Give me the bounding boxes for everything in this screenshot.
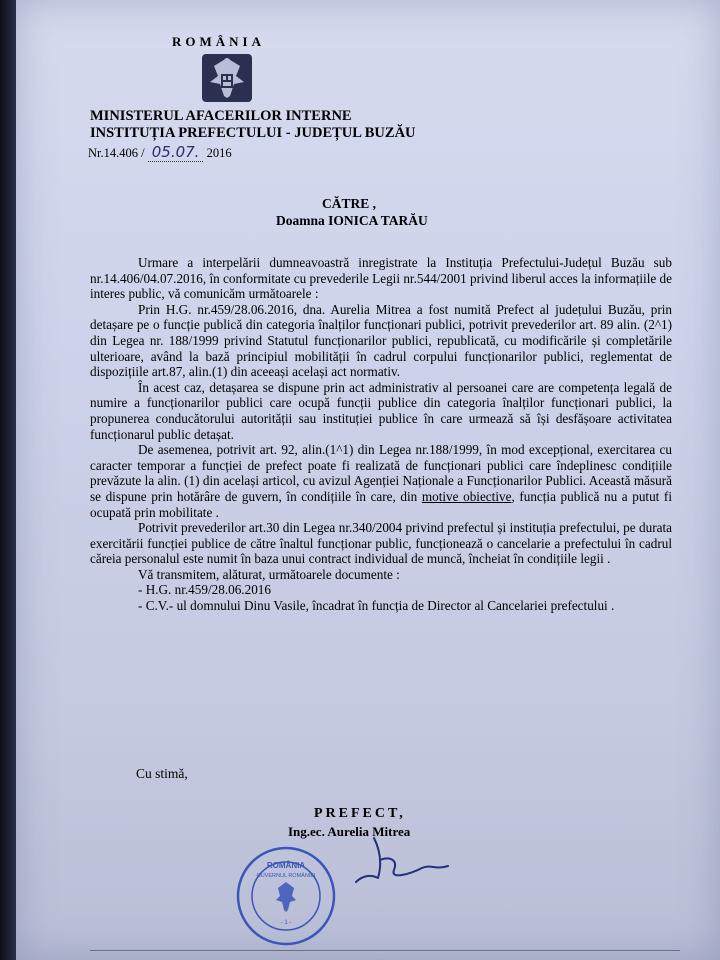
signatory-name: Ing.ec. Aurelia Mitrea [288,824,411,839]
attachment-item-2: - C.V.- ul domnului Dinu Vasile, încadrat în funcția de Director al Cancelariei prefectului . [138,598,615,614]
recipient-name: Doamna IONICA TARĂU [276,213,428,228]
official-stamp [234,844,338,948]
paragraph-1: Urmare a interpelării dumneavoastră inregistrate la Instituția Prefectului-Județul Buzău sub nr.14.406/04.07.2016, în conformitate cu prevederile Legii nr.544/2001 privind liberul acces la informațiile de interes public, vă comunicăm următoarele : [90,255,672,302]
paragraph-5: Potrivit prevederilor art.30 din Legea nr.340/2004 privind prefectul și instituția prefectului, pe durata exercitării funcției publice de către înaltul funcționar public, funcționează o cancelarie a prefectului în cadrul căreia personalul este numit în baza unui contract individual de muncă, încheiat în condițiile legii . [90,520,672,567]
paragraph-3: În acest caz, detașarea se dispune prin act administrativ al persoanei care are competența legală de numire a funcționarilor publici care ocupă funcții publice din categoria înalților funcționari publici, la propunerea conducătorului autorității sau instituției publice în care urmează să își desfășoare activitatea funcționarul public detașat. [90,379,672,442]
closing-salutation: Cu stimă, [136,766,188,781]
handwritten-signature [350,830,460,890]
coat-of-arms-icon [196,52,258,104]
header-country: ROMÂNIA [172,34,265,49]
paragraph-2: Prin H.G. nr.459/28.06.2016, dna. Aurelia Mitrea a fost numită Prefect al județului Buzău, prin detașare pe o funcție publică din categoria înalților funcționari publici, potrivit prevederilor art. 89 alin. (2^1) din Legea nr. 188/1999 privind Statutul funcționarilor publici, republicată, cu modificările și completările ulterioare, având la bază principiul mobilității în cadrul corpului funcționarilor publici, reglementat de dispozițiile art.87, alin.(1) din aceeași același act normativ. [90,301,672,380]
registration-number [88,143,232,161]
ministry-header [90,108,416,142]
paragraph-4-underlined: motive obiective [421,488,512,504]
paragraph-4-start: De asemenea, potrivit art. 92, alin.(1^1) din Legea nr.188/1999, în mod excepțional, exercitarea cu caracter temporar a funcției de prefect poate fi realizată de funcționari publici care îndeplinesc condițiile prevăzute la alin. (1) din același articol, cu avizul Agenției Naționale a Funcționarilor Publici. Această măsură se dispune prin hotărâre de guvern, în condițiile în care, din [90,442,672,504]
footer-divider [90,950,680,951]
stamp-top-text: ROMÂNIA [266,861,306,870]
reg-prefix: Nr.14.406 / [88,146,145,160]
paragraph-6: Vă transmitem, alăturat, următoarele documente : [138,566,400,582]
recipient-label: CĂTRE , [322,196,377,211]
institution-name: INSTITUȚIA PREFECTULUI - JUDEȚUL BUZĂU [90,125,416,141]
stamp-number: - 1 - [280,920,292,926]
paragraph-4 [90,442,672,520]
photo-background-edge [0,0,16,960]
reg-handwritten-date: 05.07. [148,143,204,162]
paragraph-4-end: , funcția publică nu a putut fi ocupată prin mobilitate . [90,488,672,520]
stamp-sub-text: GUVERNUL ROMÂNIEI [256,873,316,879]
attachment-item-1: - H.G. nr.459/28.06.2016 [138,582,271,598]
ministry-name: MINISTERUL AFACERILOR INTERNE [90,108,352,124]
reg-year: 2016 [206,146,232,160]
letter-body [90,255,672,614]
signatory-title: PREFECT, [314,806,406,821]
